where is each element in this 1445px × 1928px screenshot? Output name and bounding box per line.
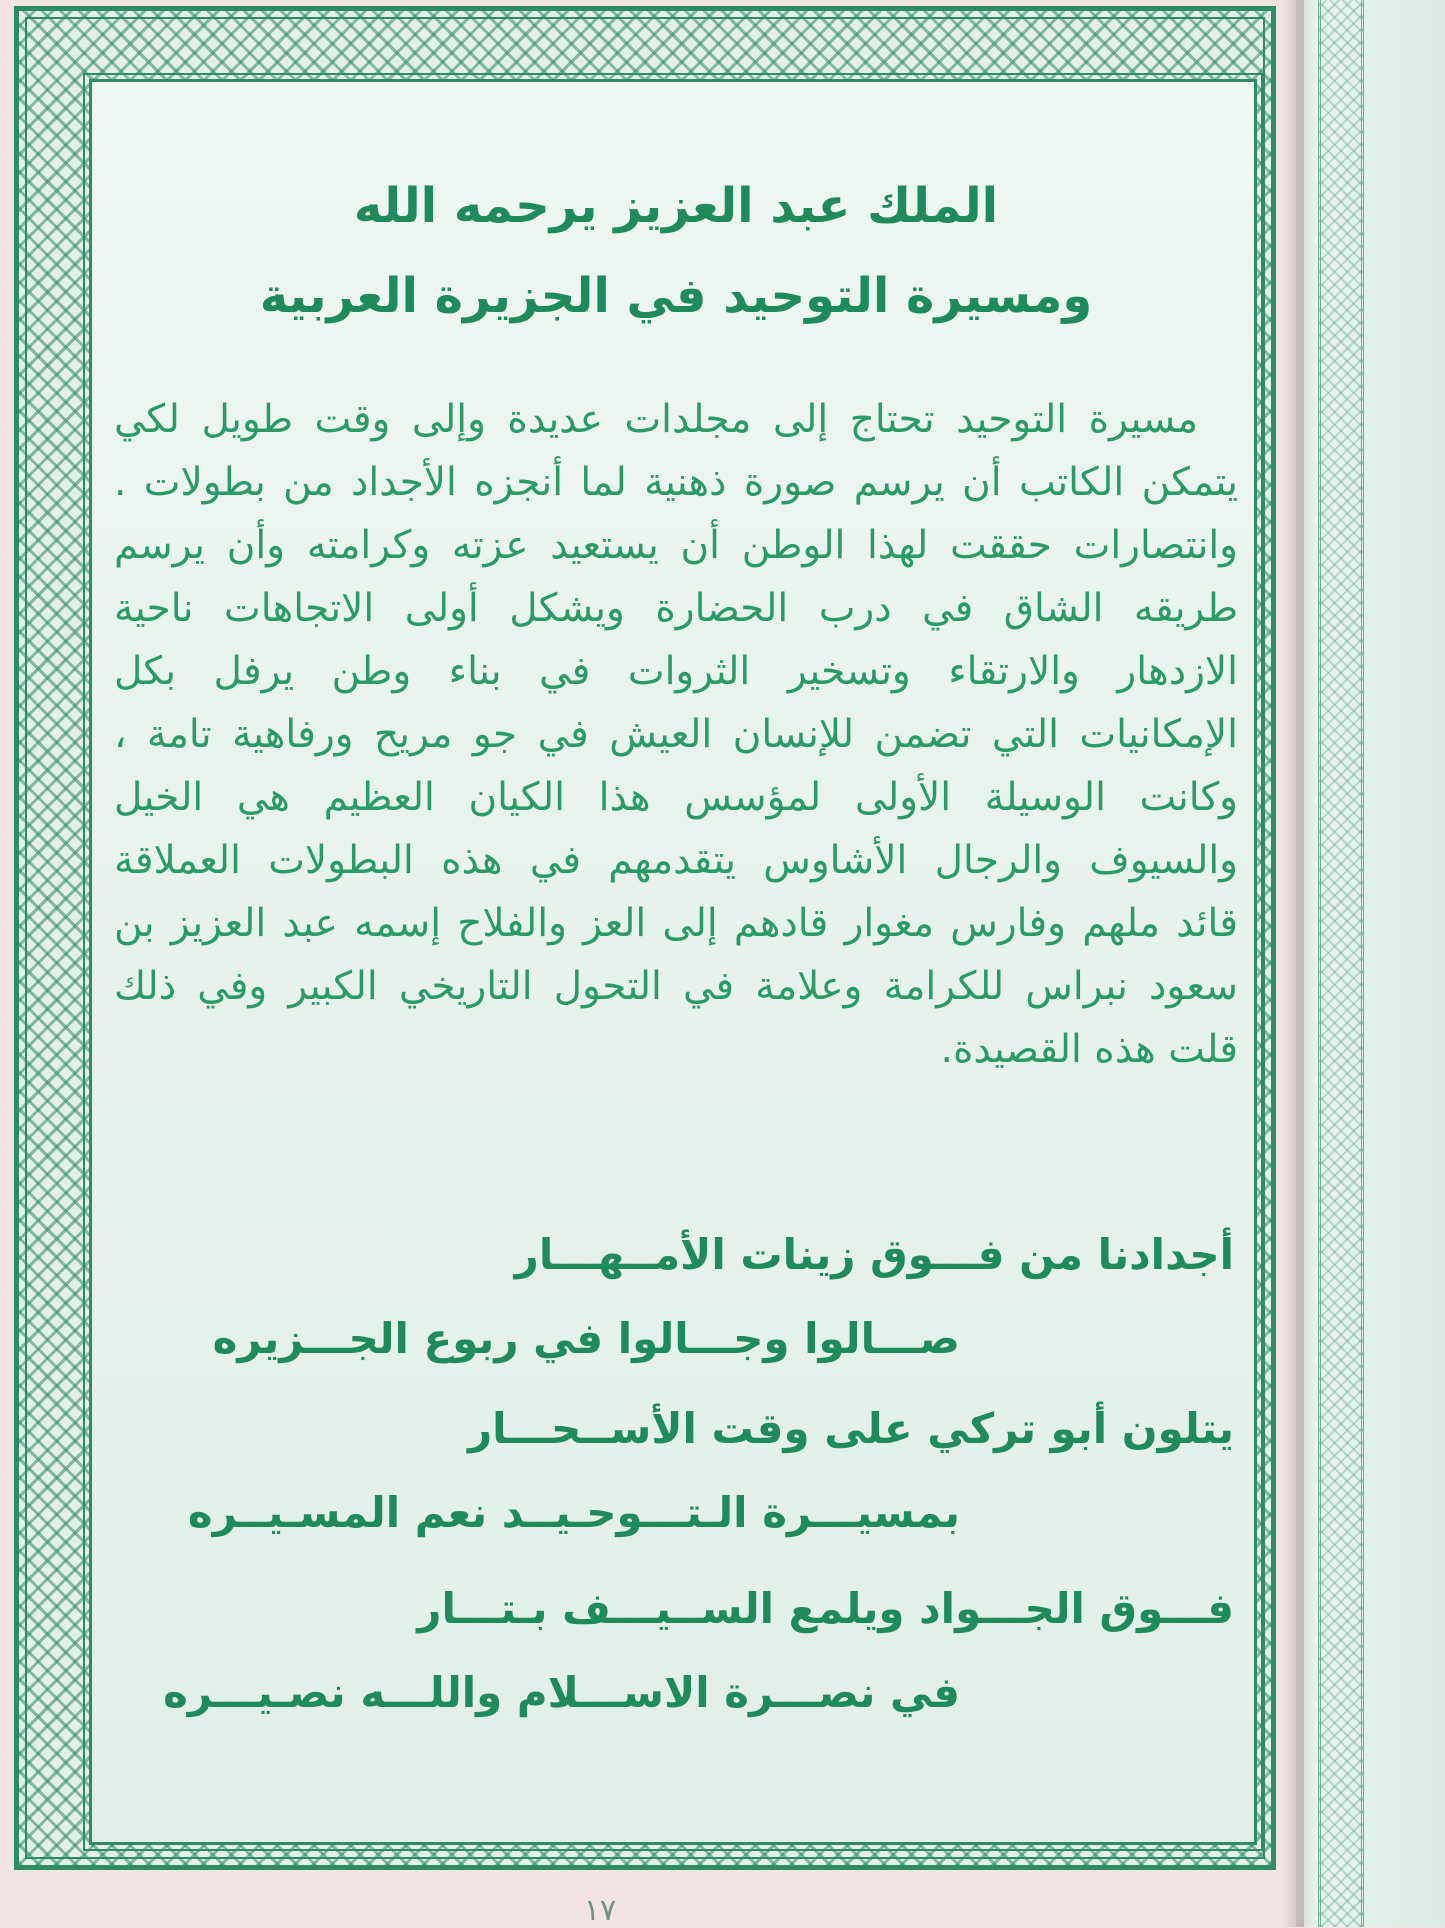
ornamental-border [14, 6, 1276, 1870]
page-number: ١٧ [583, 1893, 617, 1928]
paragraph-line: طريقه الشاق في درب الحضارة ويشكل أولى الاتجاهات ناحية [114, 586, 1238, 631]
paragraph-line: قلت هذه القصيدة. [940, 1027, 1238, 1072]
paragraph-line: الإمكانيات التي تضمن للإنسان العيش في جو مريح ورفاهية تامة ، [114, 712, 1238, 757]
page-title-line-2: ومسيرة التوحيد في الجزيرة العربية [259, 268, 1093, 324]
paragraph-line: سعود نبراس للكرامة وعلامة في التحول التاريخي الكبير وفي ذلك [114, 964, 1238, 1009]
paragraph-line: والسيوف والرجال الأشاوس يتقدمهم في هذه البطولات العملاقة [114, 838, 1238, 883]
verse-second-hemistich: صـــالوا وجـــالوا في ربوع الجـــزيره [212, 1314, 960, 1363]
paragraph-line: الازدهار والارتقاء وتسخير الثروات في بناء وطن يرفل بكل [114, 649, 1238, 694]
paragraph-line: وانتصارات حققت لهذا الوطن أن يستعيد عزته وكرامته وأن يرسم [114, 523, 1238, 568]
facing-page-ornament [1318, 0, 1364, 1927]
verse-first-hemistich: فـــوق الجـــواد ويلمع الســيـــف بـتـــار [417, 1584, 1234, 1633]
paragraph-line: وكانت الوسيلة الأولى لمؤسس هذا الكيان العظيم هي الخيل [114, 775, 1238, 820]
verse-first-hemistich: أجدادنا من فـــوق زينات الأمــهـــار [514, 1230, 1234, 1279]
book-gutter-shadow [1282, 0, 1304, 1927]
verse-second-hemistich: في نصـــرة الاســـلام واللـــه نصـيـــره [163, 1668, 960, 1717]
paragraph-line: يتمكن الكاتب أن يرسم صورة ذهنية لما أنجزه الأجداد من بطولات . [114, 460, 1238, 505]
verse-second-hemistich: بمسيـــرة الـتـــوحـيــد نعم المسـيــره [187, 1488, 960, 1537]
paragraph-line: قائد ملهم وفارس مغوار قادهم إلى العز والفلاح إسمه عبد العزيز بن [114, 901, 1238, 946]
verse-first-hemistich: يتلون أبو تركي على وقت الأســحـــار [467, 1404, 1234, 1453]
intro-paragraph [114, 388, 1238, 1081]
text-panel [89, 79, 1257, 1845]
paragraph-line: مسيرة التوحيد تحتاج إلى مجلدات عديدة وإلى وقت طويل لكي [114, 397, 1198, 442]
page-title-line-1: الملك عبد العزيز يرحمه الله [353, 178, 999, 234]
